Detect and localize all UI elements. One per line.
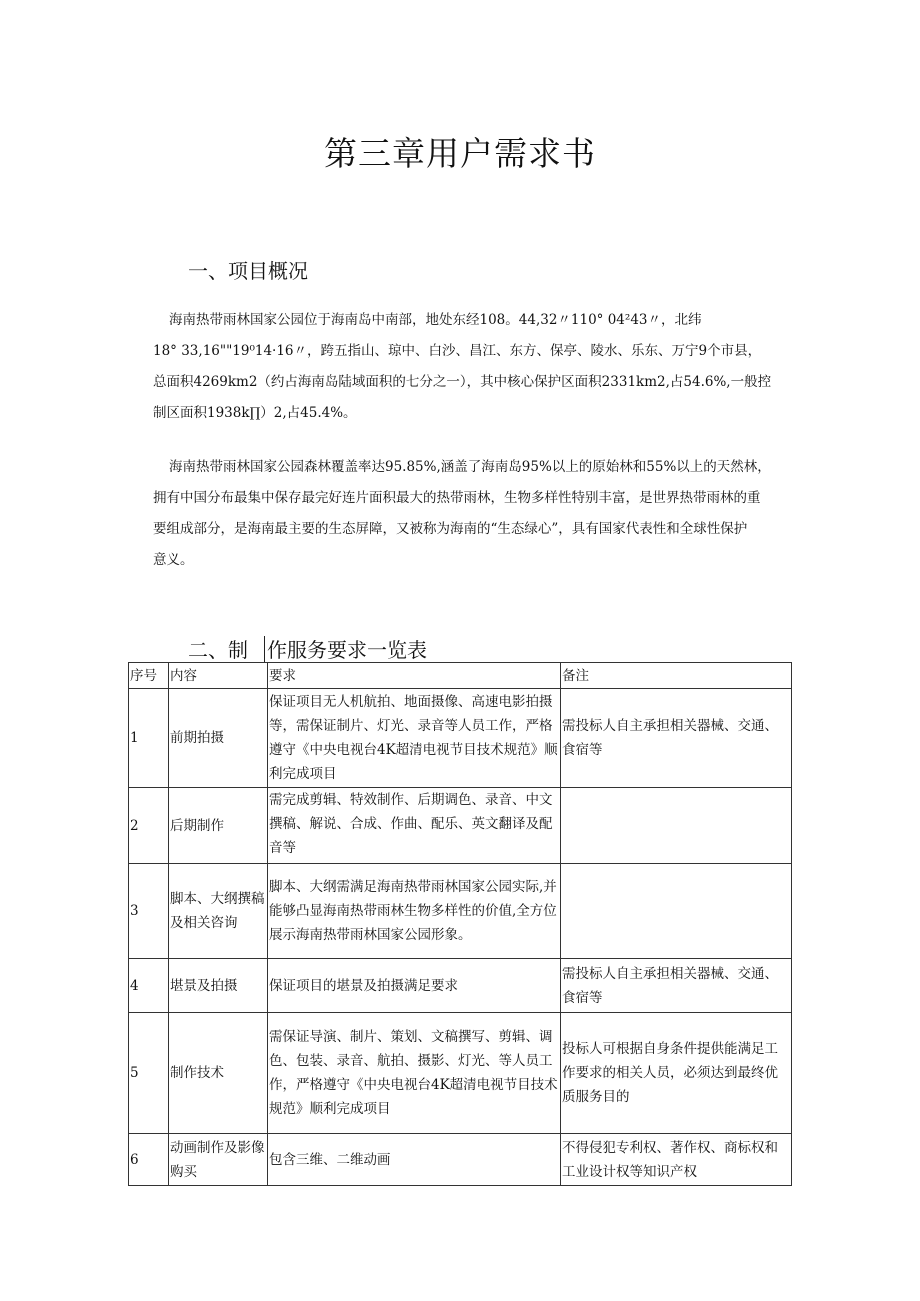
paragraph-location bbox=[153, 305, 798, 429]
heading-part: 作服务要求一览表 bbox=[267, 638, 427, 662]
cell-requirement: 脚本、大纲需满足海南热带雨林国家公园实际,并能够凸显海南热带雨林生物多样性的价值,全方位展示海南热带雨林国家公园形象。 bbox=[268, 864, 561, 959]
text-line: 18° 33,16""19⁰14·16〃，跨五指山、琼中、白沙、昌江、东方、保亭、陵水、乐东、万宁9个市县， bbox=[153, 343, 762, 359]
cell-content: 制作技术 bbox=[169, 1013, 268, 1134]
text-line: 制区面积1938k∏）2,占45.4%。 bbox=[153, 405, 357, 421]
cell-no: 2 bbox=[129, 788, 169, 864]
table-row bbox=[129, 1134, 792, 1186]
section-heading-overview: 一、项目概况 bbox=[188, 259, 308, 283]
cell-note: 不得侵犯专利权、著作权、商标权和工业设计权等知识产权 bbox=[561, 1134, 792, 1186]
cell-content: 前期拍摄 bbox=[169, 689, 268, 788]
cell-note bbox=[561, 788, 792, 864]
heading-part: 二、制 bbox=[188, 638, 248, 662]
requirements-table bbox=[128, 662, 792, 1186]
cell-no: 1 bbox=[129, 689, 169, 788]
header-cell: 内容 bbox=[169, 663, 268, 689]
header-cell: 备注 bbox=[561, 663, 792, 689]
table-row bbox=[129, 788, 792, 864]
cell-note: 需投标人自主承担相关器械、交通、食宿等 bbox=[561, 689, 792, 788]
cell-note bbox=[561, 864, 792, 959]
chapter-title: 第三章用户需求书 bbox=[324, 134, 596, 173]
cell-requirement: 需保证导演、制片、策划、文稿撰写、剪辑、调色、包装、录音、航拍、摄影、灯光、等人员工作，严格遵守《中央电视台4K超清电视节目技术规范》顺利完成项目 bbox=[268, 1013, 561, 1134]
cell-requirement: 需完成剪辑、特效制作、后期调色、录音、中文撰稿、解说、合成、作曲、配乐、英文翻译及配音等 bbox=[268, 788, 561, 864]
cell-no: 3 bbox=[129, 864, 169, 959]
text-line: 要组成部分，是海南最主要的生态屏障，又被称为海南的“生态绿心”，具有国家代表性和全球性保护 bbox=[153, 521, 748, 537]
table-row bbox=[129, 864, 792, 959]
cell-no: 6 bbox=[129, 1134, 169, 1186]
cell-note: 投标人可根据自身条件提供能满足工作要求的相关人员，必须达到最终优质服务目的 bbox=[561, 1013, 792, 1134]
table-row bbox=[129, 689, 792, 788]
section-heading-table bbox=[188, 634, 427, 663]
header-cell: 要求 bbox=[268, 663, 561, 689]
cell-no: 5 bbox=[129, 1013, 169, 1134]
cell-note: 需投标人自主承担相关器械、交通、食宿等 bbox=[561, 959, 792, 1013]
header-cell: 序号 bbox=[129, 663, 169, 689]
cell-requirement: 包含三维、二维动画 bbox=[268, 1134, 561, 1186]
text-line: 拥有中国分布最集中保存最完好连片面积最大的热带雨林，生物多样性特别丰富，是世界热带雨林的重 bbox=[153, 490, 761, 506]
table-row bbox=[129, 959, 792, 1013]
cell-no: 4 bbox=[129, 959, 169, 1013]
divider bbox=[264, 636, 265, 662]
cell-content: 堪景及拍摄 bbox=[169, 959, 268, 1013]
text-line: 海南热带雨林国家公园位于海南岛中南部，地处东经108。44,32〃110° 04²43〃，北纬 bbox=[169, 312, 702, 328]
paragraph-forest bbox=[153, 452, 798, 576]
cell-requirement: 保证项目的堪景及拍摄满足要求 bbox=[268, 959, 561, 1013]
cell-content: 动画制作及影像购买 bbox=[169, 1134, 268, 1186]
table-header-row bbox=[129, 663, 792, 689]
cell-content: 后期制作 bbox=[169, 788, 268, 864]
table-row bbox=[129, 1013, 792, 1134]
cell-requirement: 保证项目无人机航拍、地面摄像、高速电影拍摄等，需保证制片、灯光、录音等人员工作，严格遵守《中央电视台4K超清电视节目技术规范》顺利完成项目 bbox=[268, 689, 561, 788]
text-line: 总面积4269km2（约占海南岛陆域面积的七分之一），其中核心保护区面积2331km2,占54.6%,一般控 bbox=[153, 374, 772, 390]
cell-content: 脚本、大纲撰稿及相关咨询 bbox=[169, 864, 268, 959]
text-line: 意义。 bbox=[153, 552, 194, 568]
text-line: 海南热带雨林国家公园森林覆盖率达95.85%,涵盖了海南岛95%以上的原始林和55%以上的天然林， bbox=[169, 459, 771, 475]
